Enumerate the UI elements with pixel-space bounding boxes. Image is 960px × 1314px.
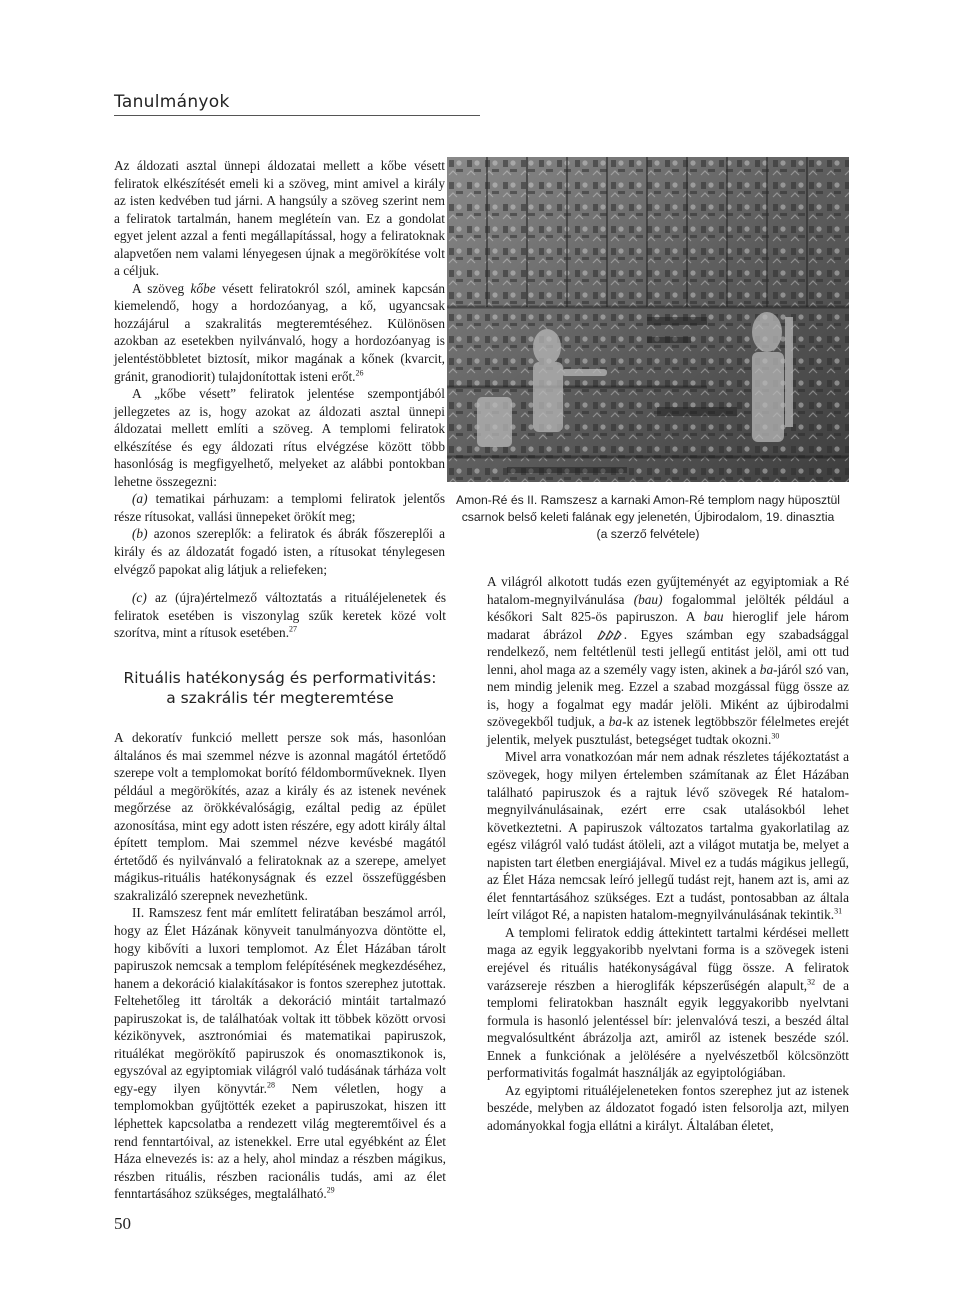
paragraph: Az áldozati asztal ünnepi áldozatai mellett a kőbe vésett feliratok elkészítését emeli ki a szöveg, mint amivel a király az isten kedvében tud járni. A hangsúly a szöveg szerint nem a feliratok tartalmán, hanem megléteín van. Ez a gondolat egyet jelent azzal a fenti megállapítással, hogy a feliratoknak alapvetően nem valami lényegesen újnak a megörökítése volt a céljuk.: [114, 158, 445, 279]
list-item: (c) az (újra)értelmező változtatás a rituáléjelenetek és feliratok esetében is viszonylag szűk keretek közé volt szorítva, mint a rítusok esetében.$^{27}$: [114, 590, 446, 641]
list-item: (b) azonos szereplők: a feliratok és ábrák főszereplői a király és az áldozatát fogadó isten, a rítusokat ténylegesen elvégző papokat alig látjuk a reliefeken;: [114, 526, 445, 577]
list-item: (a) tematikai párhuzam: a templomi feliratok jelentős része rítusokat, vallási ünnepeket örökít meg;: [114, 491, 445, 524]
left-column-wide: [114, 589, 446, 642]
footnote-ref[interactable]: 31: [834, 906, 843, 916]
running-header: [114, 92, 480, 116]
paragraph: A szöveg kőbe vésett feliratokról szól, aminek kapcsán kiemelendő, hogy a hordozóanyag, a kő, ugyancsak hozzájárul a szakralitás megteremtéséhez. Különösen azokban az esetekben nyilvánvaló, hogy a hordozóanyag is jelentéstöbbletet biztosít, mikor magának a kőnek (kvarcit, gránit, granodiorit) tulajdonítottak isteni erőt.$^{26}$: [114, 280, 445, 384]
paragraph: A templomi feliratok eddig áttekintett tartalmi kérdései mellett maga az egyik leggyakoribb nyelvtani forma is a szövegek isteni erejével és rituális hatékonyságával függ össze. A feliratok varázsereje részben a hieroglifák képszerűségén alapult,$^{32}$ de a templomi feliratokban használt egyik leggyakoribb nyelvtani formula is hasonló jelentéssel bír: jelenvalóvá teszi, a beszéd által megvalósultként ábrázolja azt, amiről az istenek beszéde szól. Ennek a funkciónak a jelölésére a nyelvészetből kölcsönzött performativitás fogalmát használják az egyiptológiában.: [487, 924, 849, 1081]
paragraph: II. Ramszesz fent már említett feliratában beszámol arról, hogy az Élet Házának könyveit tanulmányozva döntötte el, hogy kibővíti a luxori templomot. Az Élet Házában tárolt papiruszok nemcsak a templom felépítésének megkezdéséhez, hanem a dekoráció kialakításakor is fontos szerephez jutottak. Feltehetőleg itt tárolták a dekoráció mintáit tartalmazó papiruszokat is, de találhatóak voltak itt többek között orvosi kézikönyvek, asztronómiai és matematikai papiruszok, rituálékat megörökítő papiruszok és onomasztikonok is, egyszóval az egyiptomiak világról való tudásának tárháza volt egy-egy ilyen könyvtár.$^{28}$ Nem véletlen, hogy a templomokban gyűjtötték ezeket a papiruszokat, hiszen itt léphettek kapcsolatba a rendezett világ megteremtőivel és a rend fenntartóival, az istenekkel. Erre utal egyébként az Élet Háza elnevezés is: az a hely, ahol mindaz a részben mágikus, részben rituális, részben racionális tudás, ami az élet fenntartásához szükséges, megtalálható.$^{29}$: [114, 905, 446, 1202]
figure-caption: Amon-Ré és II. Ramszesz a karnaki Amon-Ré templom nagy hüposztül csarnok belső keleti falának egy jelenetén, Újbirodalom, 19. dinasztia (a szerző felvétele): [455, 493, 841, 541]
footnote-ref[interactable]: 30: [771, 731, 780, 741]
left-column-upper: [114, 157, 445, 578]
footnote-ref[interactable]: 27: [289, 624, 298, 634]
page-number: 50: [114, 1214, 131, 1233]
relief-image: [447, 157, 849, 482]
relief-photograph: [447, 157, 849, 482]
three-birds-hieroglyph-icon: [596, 627, 624, 641]
paragraph: A világról alkotott tudás ezen gyűjteményét az egyiptomiak a Ré hatalom-megnyilvánulása (bau) fogalommal jelölték például a későkori Salt 825-ös papiruszon. A bau hieroglif jele három madarat ábrázol . Egyes számban egy szabadsággal rendelkező, nem feltétlenül testi jellegű entitást jelöl, ami ott tud lenni, ahol maga az a személy vagy isten, akinek a ba-járól szó van, nem mindig jelenik meg. Ezzel a szabad mozgással függ össze az is, hogy a fogalmat egy madár jelöli. Miként az újbirodalmi szövegekből tudjuk, a ba-k az istenek legtöbbször félelmetes erejét jelentik, melyek pusztulást, betegséget tudtak okozni.$^{30}$: [487, 574, 850, 747]
footnote-ref[interactable]: 29: [326, 1185, 335, 1195]
section-heading: Rituális hatékonyság és performativitás: a szakrális tér megteremtése: [123, 669, 437, 707]
paragraph: Mivel arra vonatkozóan már nem adnak részletes tájékoztatást a szövegek, hogy milyen értelemben számítanak az Élet Házában található papiruszok és a rajtuk lévő szövegek Ré hatalom-megnyilvánulásainak, ezért erre csak utalásokból lehet következtetni. A papiruszok változatos tartalma gyakorlatilag az egész világról való tudást átöleli, azt a világot mutatja be, melyet a napisten tart életben energiájával. Mivel ez a tudás mágikus jellegű, az Élet Háza nemcsak leíró jellegű tudást rejt, hanem azt is, ami az élet fenntartásához szükséges. Ezt a tudást, pontosabban az általa leírt világot Ré, a napisten hatalom-megnyilvánulásának tekintik.$^{31}$: [487, 749, 849, 923]
left-column-lower: [114, 729, 446, 1203]
footnote-ref[interactable]: 28: [266, 1080, 275, 1090]
paragraph: Az egyiptomi rituáléjeleneteken fontos szerephez jut az istenek beszéde, melyben az áldozatot fogadó isten felsorolja azt, milyen adományokkal fogja ellátni a királyt. Általában életet,: [487, 1082, 849, 1133]
paragraph: A „kőbe vésett” feliratok jelentése szempontjából jellegzetes az is, hogy azokat az áldozati asztal ünnepi áldozatai mellett említi a szöveg. A templomi feliratok elkészítése és egy áldozati rítus elvégzése között több hasonlóság is megfigyelhető, melyeket az alábbi pontokban lehetne összegezni:: [114, 386, 445, 489]
footnote-ref[interactable]: 26: [355, 368, 364, 378]
footnote-ref[interactable]: 32: [807, 977, 816, 987]
paragraph: A dekoratív funkció mellett persze sok más, hasonlóan általános és mai szemmel nézve is azonnal magától értetődő szerepe volt a templomokat borító féldomborműveknek. Ilyen például a megörökítés, azaz a király és az istenek nevének megőrzése az örökkévalóságig, ezáltal pedig az épület azonosítása, mint egy adott isten részére, egy adott király által épített templom. Mai szemmel nézve kevésbé magától értetődő és nyilvánvaló a feliratoknak az a szerepe, amelyet mágikus-rituális hatékonyságnak és ezzel összefüggésben szakralizáló szerepnek nevezhetünk.: [114, 730, 446, 903]
running-title: Tanulmányok: [114, 92, 230, 112]
right-column: [487, 573, 849, 1135]
